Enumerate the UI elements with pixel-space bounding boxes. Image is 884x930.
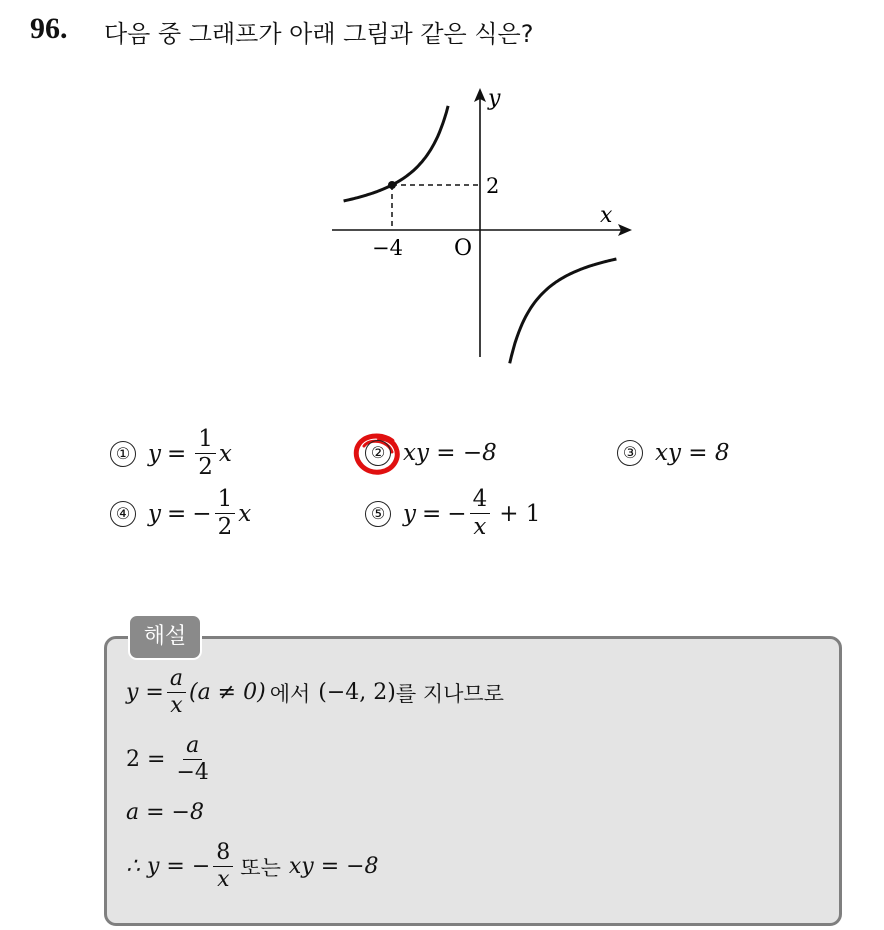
choice-1-eq: = — [167, 440, 187, 467]
choice-5-den: x — [473, 514, 487, 540]
solution-line-1-ko1: 에서 — [269, 681, 311, 706]
x-axis-label: x — [600, 203, 613, 228]
choice-1-fraction — [195, 428, 216, 479]
choice-3[interactable] — [617, 440, 730, 466]
question-text: 다음 중 그래프가 아래 그림과 같은 식은? — [104, 20, 534, 48]
choice-1-symbol: ① — [110, 441, 136, 467]
hyperbola-graph — [320, 85, 640, 365]
choice-4-symbol: ④ — [110, 501, 136, 527]
solution-line-1-den: x — [170, 693, 183, 718]
solution-line-3-text: a = −8 — [126, 800, 204, 825]
choice-4-lhs: y — [148, 500, 161, 527]
question-number: 96. — [30, 12, 68, 45]
solution-line-4-prefix: ∴ y = − — [126, 854, 211, 879]
choice-5-sign: − — [447, 500, 467, 527]
solution-line-1-num: a — [167, 668, 186, 693]
x-tick-label: −4 — [372, 236, 403, 260]
choice-1-tail: x — [218, 440, 232, 467]
solution-line-1-point: (−4, 2) — [318, 680, 396, 705]
solution-line-3 — [126, 800, 204, 825]
choice-3-expression: xy = 8 — [655, 440, 730, 466]
solution-line-1 — [126, 668, 504, 717]
solution-line-1-fraction — [167, 668, 186, 717]
curve-branch-right — [510, 259, 617, 363]
choice-5-eq: = — [422, 500, 442, 527]
origin-label: O — [454, 236, 473, 261]
solution-line-2 — [126, 735, 215, 784]
choice-5-num: 4 — [470, 488, 491, 514]
choice-3-symbol: ③ — [617, 440, 643, 466]
y-tick-label: 2 — [486, 174, 500, 198]
choice-5-fraction — [470, 488, 491, 539]
choice-1[interactable] — [110, 428, 232, 479]
choice-2-expression: xy = −8 — [403, 440, 497, 466]
y-axis-label: y — [488, 86, 501, 111]
choice-4-den: 2 — [217, 514, 233, 540]
solution-line-4-fraction — [213, 842, 233, 891]
choice-4-num: 1 — [215, 488, 236, 514]
choice-1-lhs: y — [148, 440, 161, 467]
choice-1-num: 1 — [195, 428, 216, 454]
point-marker — [388, 181, 396, 189]
solution-line-1-lhs: y = — [126, 680, 164, 705]
choice-2[interactable] — [365, 440, 497, 466]
choice-5-symbol: ⑤ — [365, 501, 391, 527]
solution-line-4-num: 8 — [213, 842, 233, 867]
choice-1-den: 2 — [198, 454, 213, 480]
choice-4-eq: = — [167, 500, 187, 527]
solution-tab: 해설 — [128, 614, 202, 660]
solution-line-4 — [126, 842, 379, 891]
choice-4-fraction — [215, 488, 236, 539]
solution-line-4-den: x — [217, 867, 230, 892]
solution-line-2-den: −4 — [176, 760, 209, 785]
curve-branch-left — [344, 106, 449, 201]
solution-line-2-num: a — [183, 735, 202, 760]
choice-2-symbol: ② — [365, 440, 391, 466]
choice-4[interactable] — [110, 488, 251, 539]
choice-5[interactable] — [365, 488, 540, 539]
choice-4-tail: x — [238, 500, 252, 527]
solution-line-4-tail: xy = −8 — [288, 854, 379, 879]
solution-line-1-condition: (a ≠ 0) — [188, 680, 266, 705]
choice-5-tail: + 1 — [499, 500, 541, 527]
solution-line-4-ko: 또는 — [240, 855, 281, 880]
solution-line-2-lhs: 2 = — [126, 747, 166, 772]
solution-line-1-ko2: 를 지나므로 — [395, 681, 504, 706]
choice-4-sign: − — [192, 500, 212, 527]
solution-line-2-fraction — [173, 735, 211, 784]
choice-5-lhs: y — [403, 500, 416, 527]
